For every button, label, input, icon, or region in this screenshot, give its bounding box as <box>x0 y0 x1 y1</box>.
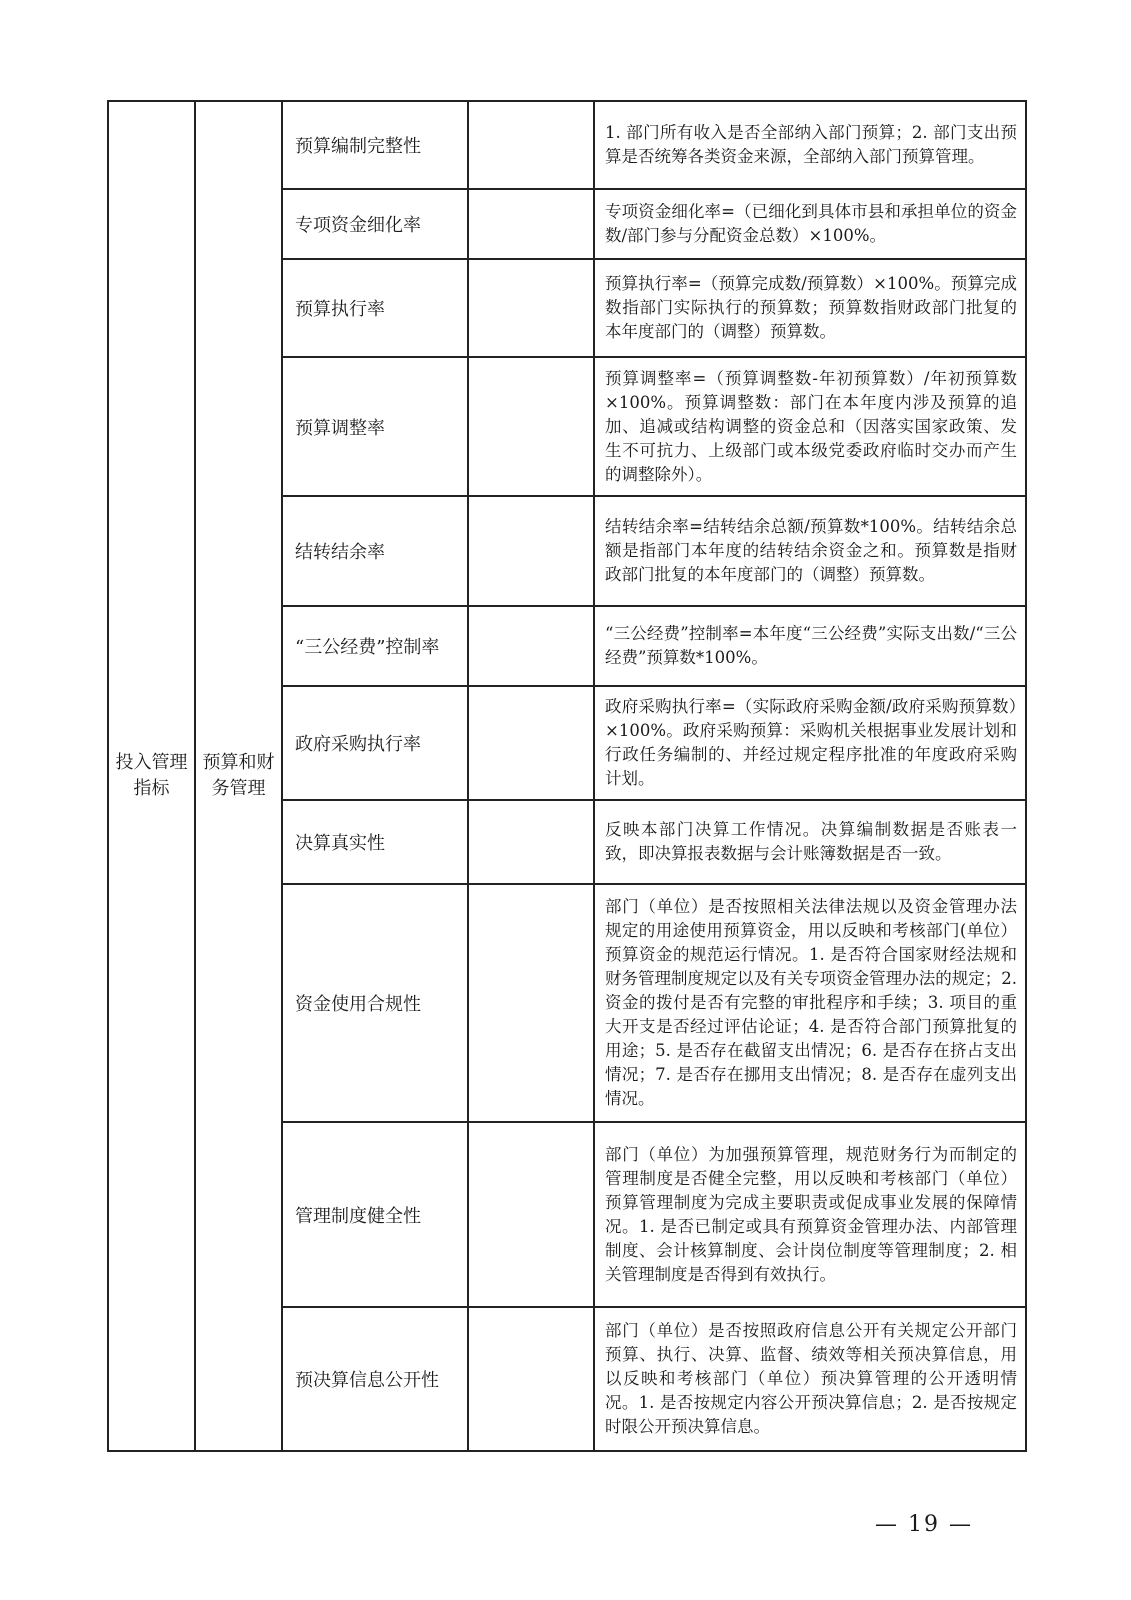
empty-cell <box>468 189 594 259</box>
page-number-footer <box>0 1512 1131 1537</box>
indicator-cell <box>282 800 468 884</box>
explanation-cell <box>594 686 1026 800</box>
indicator-cell <box>282 884 468 1122</box>
explanation-text: 部门（单位）是否按照相关法律法规以及资金管理办法规定的用途使用预算资金，用以反映和考核部门(单位）预算资金的规范运行情况。1. 是否符合国家财经法规和财务管理制度规定以及有关专项资金管理办法的规定；2. 资金的拨付是否有完整的审批程序和手续；3. 项目的重大开支是否经过评估论证；4. 是否符合部门预算批复的用途；5. 是否存在截留支出情况；6. 是否存在挤占支出情况；7. 是否存在挪用支出情况；8. 是否存在虚列支出情况。 <box>605 897 1017 1108</box>
indicator-name: “三公经费”控制率 <box>295 637 440 658</box>
explanation-cell <box>594 1307 1026 1451</box>
explanation-cell <box>594 606 1026 686</box>
empty-cell <box>468 1122 594 1307</box>
explanation-text: 政府采购执行率=（实际政府采购金额/政府采购预算数）×100%。政府采购预算：采购机关根据事业发展计划和行政任务编制的、并经过规定程序批准的年度政府采购计划。 <box>605 697 1017 788</box>
category-level1: 投入管理指标 <box>115 752 188 799</box>
explanation-cell <box>594 101 1026 189</box>
empty-cell <box>468 101 594 189</box>
indicator-cell <box>282 1307 468 1451</box>
page-number: — 19 — <box>875 1512 973 1537</box>
empty-cell <box>468 496 594 606</box>
indicator-cell <box>282 189 468 259</box>
empty-cell <box>468 1307 594 1451</box>
explanation-cell <box>594 1122 1026 1307</box>
explanation-cell <box>594 357 1026 496</box>
indicator-cell <box>282 606 468 686</box>
indicator-name: 预算执行率 <box>295 299 385 320</box>
indicator-cell <box>282 259 468 357</box>
explanation-cell <box>594 496 1026 606</box>
explanation-text: 结转结余率=结转结余总额/预算数*100%。结转结余总额是指部门本年度的结转结余资金之和。预算数是指财政部门批复的本年度部门的（调整）预算数。 <box>605 517 1017 584</box>
explanation-text: “三公经费”控制率=本年度“三公经费”实际支出数/“三公经费”预算数*100%。 <box>605 624 1017 667</box>
indicator-name: 资金使用合规性 <box>295 994 421 1015</box>
indicator-name: 预算编制完整性 <box>295 136 421 157</box>
indicator-cell <box>282 686 468 800</box>
explanation-cell <box>594 259 1026 357</box>
explanation-text: 专项资金细化率=（已细化到具体市县和承担单位的资金数/部门参与分配资金总数）×100%。 <box>605 202 1017 245</box>
empty-cell <box>468 686 594 800</box>
empty-cell <box>468 800 594 884</box>
explanation-text: 预算调整率=（预算调整数-年初预算数）/年初预算数×100%。预算调整数：部门在本年度内涉及预算的追加、追减或结构调整的资金总和（因落实国家政策、发生不可抗力、上级部门或本级党委政府临时交办而产生的调整除外）。 <box>605 368 1017 484</box>
explanation-text: 部门（单位）为加强预算管理，规范财务行为而制定的管理制度是否健全完整，用以反映和考核部门（单位）预算管理制度为完成主要职责或促成事业发展的保障情况。1. 是否已制定或具有预算资金管理办法、内部管理制度、会计核算制度、会计岗位制度等管理制度；2. 相关管理制度是否得到有效执行。 <box>605 1144 1017 1284</box>
empty-cell <box>468 606 594 686</box>
empty-cell <box>468 884 594 1122</box>
indicator-name: 预决算信息公开性 <box>295 1370 439 1391</box>
explanation-text: 部门（单位）是否按照政府信息公开有关规定公开部门预算、执行、决算、监督、绩效等相关预决算信息，用以反映和考核部门（单位）预决算管理的公开透明情况。1. 是否按规定内容公开预决算信息；2. 是否按规定时限公开预决算信息。 <box>605 1321 1017 1436</box>
indicator-cell <box>282 496 468 606</box>
indicator-name: 预算调整率 <box>295 417 385 439</box>
indicator-name: 专项资金细化率 <box>295 215 421 236</box>
explanation-cell <box>594 884 1026 1122</box>
indicator-name: 决算真实性 <box>295 833 385 854</box>
indicator-name: 政府采购执行率 <box>295 734 421 755</box>
indicator-cell <box>282 357 468 496</box>
indicator-table <box>107 100 1027 1452</box>
indicator-name: 管理制度健全性 <box>295 1205 421 1227</box>
category-level1-cell <box>108 101 195 1451</box>
indicator-cell <box>282 101 468 189</box>
empty-cell <box>468 357 594 496</box>
indicator-cell <box>282 1122 468 1307</box>
explanation-cell <box>594 800 1026 884</box>
category-level2-cell <box>195 101 282 1451</box>
explanation-text: 预算执行率=（预算完成数/预算数）×100%。预算完成数指部门实际执行的预算数；预算数指财政部门批复的本年度部门的（调整）预算数。 <box>605 274 1017 341</box>
table-row <box>108 101 1026 189</box>
explanation-cell <box>594 189 1026 259</box>
empty-cell <box>468 259 594 357</box>
category-level2: 预算和财务管理 <box>202 752 275 799</box>
indicator-name: 结转结余率 <box>295 542 385 563</box>
explanation-text: 1. 部门所有收入是否全部纳入部门预算；2. 部门支出预算是否统筹各类资金来源，全部纳入部门预算管理。 <box>605 123 1017 166</box>
explanation-text: 反映本部门决算工作情况。决算编制数据是否账表一致，即决算报表数据与会计账簿数据是否一致。 <box>605 820 1017 863</box>
